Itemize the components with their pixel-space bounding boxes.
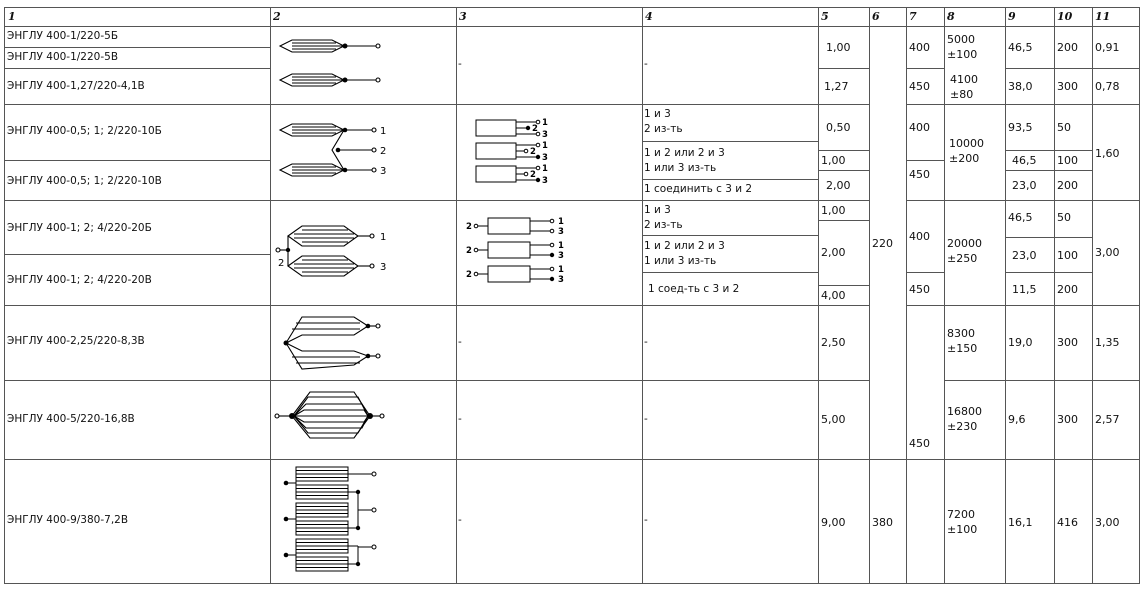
voltage-cell: 220 (872, 237, 893, 250)
empty-cell-dash: - (458, 413, 462, 425)
lamp-name: ЭНГЛУ 400-1/220-5В (7, 51, 119, 63)
value-cell: 2,00 (821, 246, 846, 259)
col-header-5: 5 (821, 10, 829, 23)
lamp-diagram-r4 (272, 202, 454, 304)
col-header-8: 8 (947, 10, 955, 23)
value-cell: 1,00 (821, 204, 846, 217)
pin-label-1: 1 (542, 164, 548, 174)
pin-label-1: 1 (380, 232, 387, 243)
lamp-name: ЭНГЛУ 400-1; 2; 4/220-20Б (7, 222, 152, 234)
pin-label-1: 1 (542, 141, 548, 151)
pin-label-3: 3 (558, 275, 564, 285)
connection-note: 1 или 3 из-ть (644, 255, 717, 267)
value-cell: 9,00 (821, 516, 846, 529)
value-cell: 50 (1057, 211, 1071, 224)
value-cell: 300 (1057, 336, 1078, 349)
value-cell: 11,5 (1012, 283, 1037, 296)
value-cell: 46,5 (1008, 211, 1033, 224)
pin-label-1: 1 (558, 241, 564, 251)
lamp-name: ЭНГЛУ 400-1/220-5Б (7, 30, 119, 42)
connection-diagram-r4 (458, 202, 640, 304)
col-header-10: 10 (1057, 10, 1073, 23)
value-cell: 400 (909, 121, 930, 134)
connection-note: 1 соединить с 3 и 2 (644, 183, 753, 195)
value-cell: 416 (1057, 516, 1078, 529)
value-cell: 46,5 (1012, 154, 1037, 167)
value-cell: 16,1 (1008, 516, 1033, 529)
value-cell: 1,00 (821, 154, 846, 167)
value-cell: 93,5 (1008, 121, 1033, 134)
connection-note: 2 из-ть (644, 123, 683, 135)
col-header-2: 2 (273, 10, 281, 23)
lamp-name: ЭНГЛУ 400-0,5; 1; 2/220-10Б (7, 125, 162, 137)
col-header-11: 11 (1095, 10, 1111, 23)
flux-tolerance: ±80 (950, 88, 974, 101)
value-cell: 5,00 (821, 413, 846, 426)
value-cell: 0,91 (1095, 41, 1120, 54)
flux-tolerance: ±230 (947, 420, 978, 433)
col-header-3: 3 (459, 10, 467, 23)
pin-label-2: 2 (466, 246, 472, 256)
flux-value: 4100 (950, 73, 978, 86)
flux-tolerance: ±250 (947, 252, 978, 265)
empty-cell-dash: - (458, 58, 462, 70)
connection-note: 1 и 3 (644, 204, 671, 216)
value-cell: 19,0 (1008, 336, 1033, 349)
lamp-diagram-r7 (272, 461, 454, 582)
value-cell: 300 (1057, 80, 1078, 93)
lamp-name: ЭНГЛУ 400-0,5; 1; 2/220-10В (7, 175, 162, 187)
empty-cell-dash: - (644, 336, 648, 348)
value-cell: 46,5 (1008, 41, 1033, 54)
flux-value: 20000 (947, 237, 982, 250)
value-cell: 100 (1057, 154, 1078, 167)
col-header-6: 6 (872, 10, 880, 23)
pin-label-3: 3 (558, 227, 564, 237)
connection-note: 1 и 3 (644, 108, 671, 120)
pin-label-2: 2 (278, 258, 285, 269)
lamp-diagram-r6 (272, 382, 454, 458)
flux-value: 16800 (947, 405, 982, 418)
lamp-name: ЭНГЛУ 400-5/220-16,8В (7, 413, 135, 425)
connection-note: 1 или 3 из-ть (644, 162, 717, 174)
flux-value: 5000 (947, 33, 975, 46)
pin-label-1: 1 (380, 126, 387, 137)
pin-label-1: 1 (558, 217, 564, 227)
pin-label-2: 2 (380, 146, 387, 157)
pin-label-3: 3 (542, 130, 548, 140)
lamp-name: ЭНГЛУ 400-1,27/220-4,1В (7, 80, 145, 92)
value-cell: 23,0 (1012, 249, 1037, 262)
value-cell: 38,0 (1008, 80, 1033, 93)
value-cell: 200 (1057, 41, 1078, 54)
col-header-9: 9 (1008, 10, 1016, 23)
value-cell: 4,00 (821, 289, 846, 302)
flux-tolerance: ±100 (947, 48, 978, 61)
empty-cell-dash: - (458, 514, 462, 526)
pin-label-2: 2 (532, 124, 538, 134)
value-cell: 0,50 (826, 121, 851, 134)
lamp-diagram-r5 (272, 307, 454, 379)
empty-cell-dash: - (644, 58, 648, 70)
value-cell: 450 (909, 80, 930, 93)
connection-note: 2 из-ть (644, 219, 683, 231)
value-cell: 450 (909, 437, 930, 450)
connection-note: 1 и 2 или 2 и 3 (644, 240, 725, 252)
value-cell: 23,0 (1012, 179, 1037, 192)
lamp-diagram-r3 (272, 106, 454, 198)
value-cell: 1,35 (1095, 336, 1120, 349)
value-cell: 400 (909, 230, 930, 243)
value-cell: 0,78 (1095, 80, 1120, 93)
value-cell: 3,00 (1095, 246, 1120, 259)
flux-value: 8300 (947, 327, 975, 340)
pin-label-2: 2 (466, 270, 472, 280)
value-cell: 9,6 (1008, 413, 1026, 426)
value-cell: 1,60 (1095, 147, 1120, 160)
value-cell: 3,00 (1095, 516, 1120, 529)
pin-label-3: 3 (380, 166, 387, 177)
col-header-1: 1 (8, 10, 16, 23)
col-header-4: 4 (645, 10, 653, 23)
flux-tolerance: ±200 (949, 152, 980, 165)
value-cell: 200 (1057, 179, 1078, 192)
voltage-cell: 380 (872, 516, 893, 529)
value-cell: 1,27 (824, 80, 849, 93)
col-header-7: 7 (909, 10, 917, 23)
pin-label-2: 2 (466, 222, 472, 232)
connection-note: 1 соед-ть с 3 и 2 (648, 283, 740, 295)
lamp-name: ЭНГЛУ 400-9/380-7,2В (7, 514, 129, 526)
pin-label-1: 1 (558, 265, 564, 275)
value-cell: 2,57 (1095, 413, 1120, 426)
pin-label-3: 3 (380, 262, 387, 273)
pin-label-2: 2 (530, 170, 536, 180)
connection-diagram-r3 (458, 106, 640, 198)
flux-tolerance: ±150 (947, 342, 978, 355)
empty-cell-dash: - (644, 514, 648, 526)
lamp-name: ЭНГЛУ 400-2,25/220-8,3В (7, 335, 145, 347)
pin-label-3: 3 (558, 251, 564, 261)
value-cell: 100 (1057, 249, 1078, 262)
flux-value: 10000 (949, 137, 984, 150)
empty-cell-dash: - (644, 413, 648, 425)
pin-label-3: 3 (542, 153, 548, 163)
value-cell: 50 (1057, 121, 1071, 134)
value-cell: 200 (1057, 283, 1078, 296)
pin-label-2: 2 (530, 147, 536, 157)
value-cell: 300 (1057, 413, 1078, 426)
value-cell: 400 (909, 41, 930, 54)
value-cell: 2,50 (821, 336, 846, 349)
value-cell: 1,00 (826, 41, 851, 54)
pin-label-3: 3 (542, 176, 548, 186)
value-cell: 450 (909, 283, 930, 296)
flux-tolerance: ±100 (947, 523, 978, 536)
lamp-name: ЭНГЛУ 400-1; 2; 4/220-20В (7, 274, 152, 286)
empty-cell-dash: - (458, 336, 462, 348)
value-cell: 450 (909, 168, 930, 181)
value-cell: 2,00 (826, 179, 851, 192)
connection-note: 1 и 2 или 2 и 3 (644, 147, 725, 159)
pin-label-1: 1 (542, 118, 548, 128)
lamp-diagram-r1 (272, 28, 454, 104)
flux-value: 7200 (947, 508, 975, 521)
